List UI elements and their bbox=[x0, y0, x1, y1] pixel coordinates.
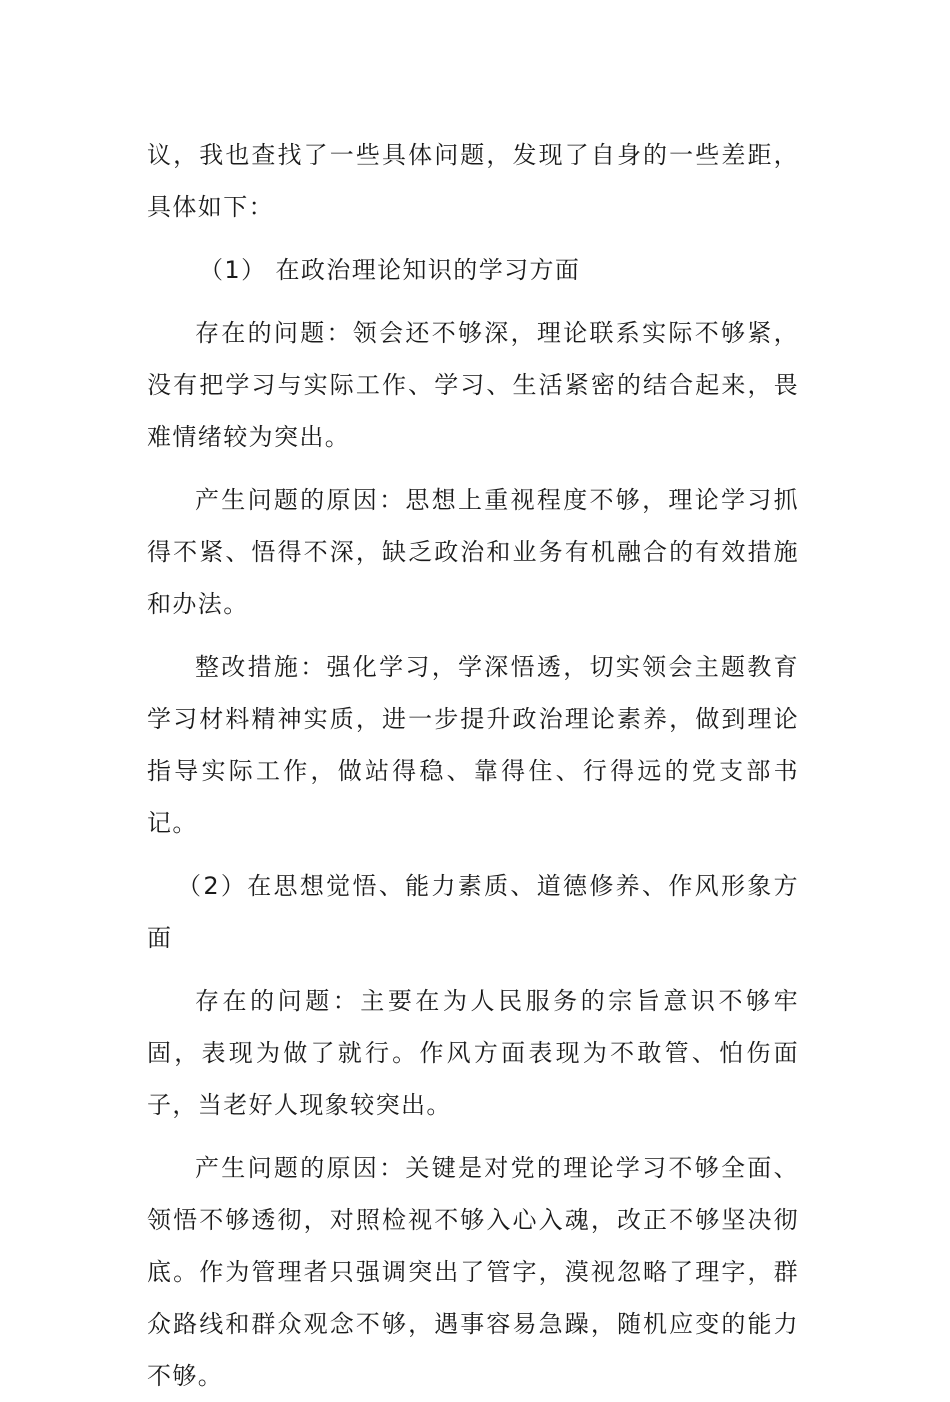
paragraph-problem-2: 存在的问题：主要在为人民服务的宗旨意识不够牢固，表现为做了就行。作风方面表现为不敢管、怕伤面子，当老好人现象较突出。 bbox=[147, 987, 799, 1119]
document-body bbox=[147, 129, 799, 1402]
paragraph-cause-1: 产生问题的原因：思想上重视程度不够，理论学习抓得不紧、悟得不深，缺乏政治和业务有机融合的有效措施和办法。 bbox=[147, 486, 799, 618]
section-heading-2: （2）在思想觉悟、能力素质、道德修养、作风形象方面 bbox=[147, 872, 799, 952]
paragraph-problem-1: 存在的问题：领会还不够深，理论联系实际不够紧，没有把学习与实际工作、学习、生活紧密的结合起来，畏难情绪较为突出。 bbox=[147, 319, 799, 451]
section-heading-1: （1） 在政治理论知识的学习方面 bbox=[199, 256, 581, 284]
paragraph-measure-1: 整改措施：强化学习，学深悟透，切实领会主题教育学习材料精神实质，进一步提升政治理论素养，做到理论指导实际工作，做站得稳、靠得住、行得远的党支部书记。 bbox=[147, 653, 799, 837]
paragraph-intro: 议，我也查找了一些具体问题，发现了自身的一些差距，具体如下： bbox=[147, 141, 799, 221]
paragraph-cause-2: 产生问题的原因：关键是对党的理论学习不够全面、领悟不够透彻，对照检视不够入心入魂，改正不够坚决彻底。作为管理者只强调突出了管字，漠视忽略了理字，群众路线和群众观念不够，遇事容易急躁，随机应变的能力不够。 bbox=[147, 1154, 799, 1390]
